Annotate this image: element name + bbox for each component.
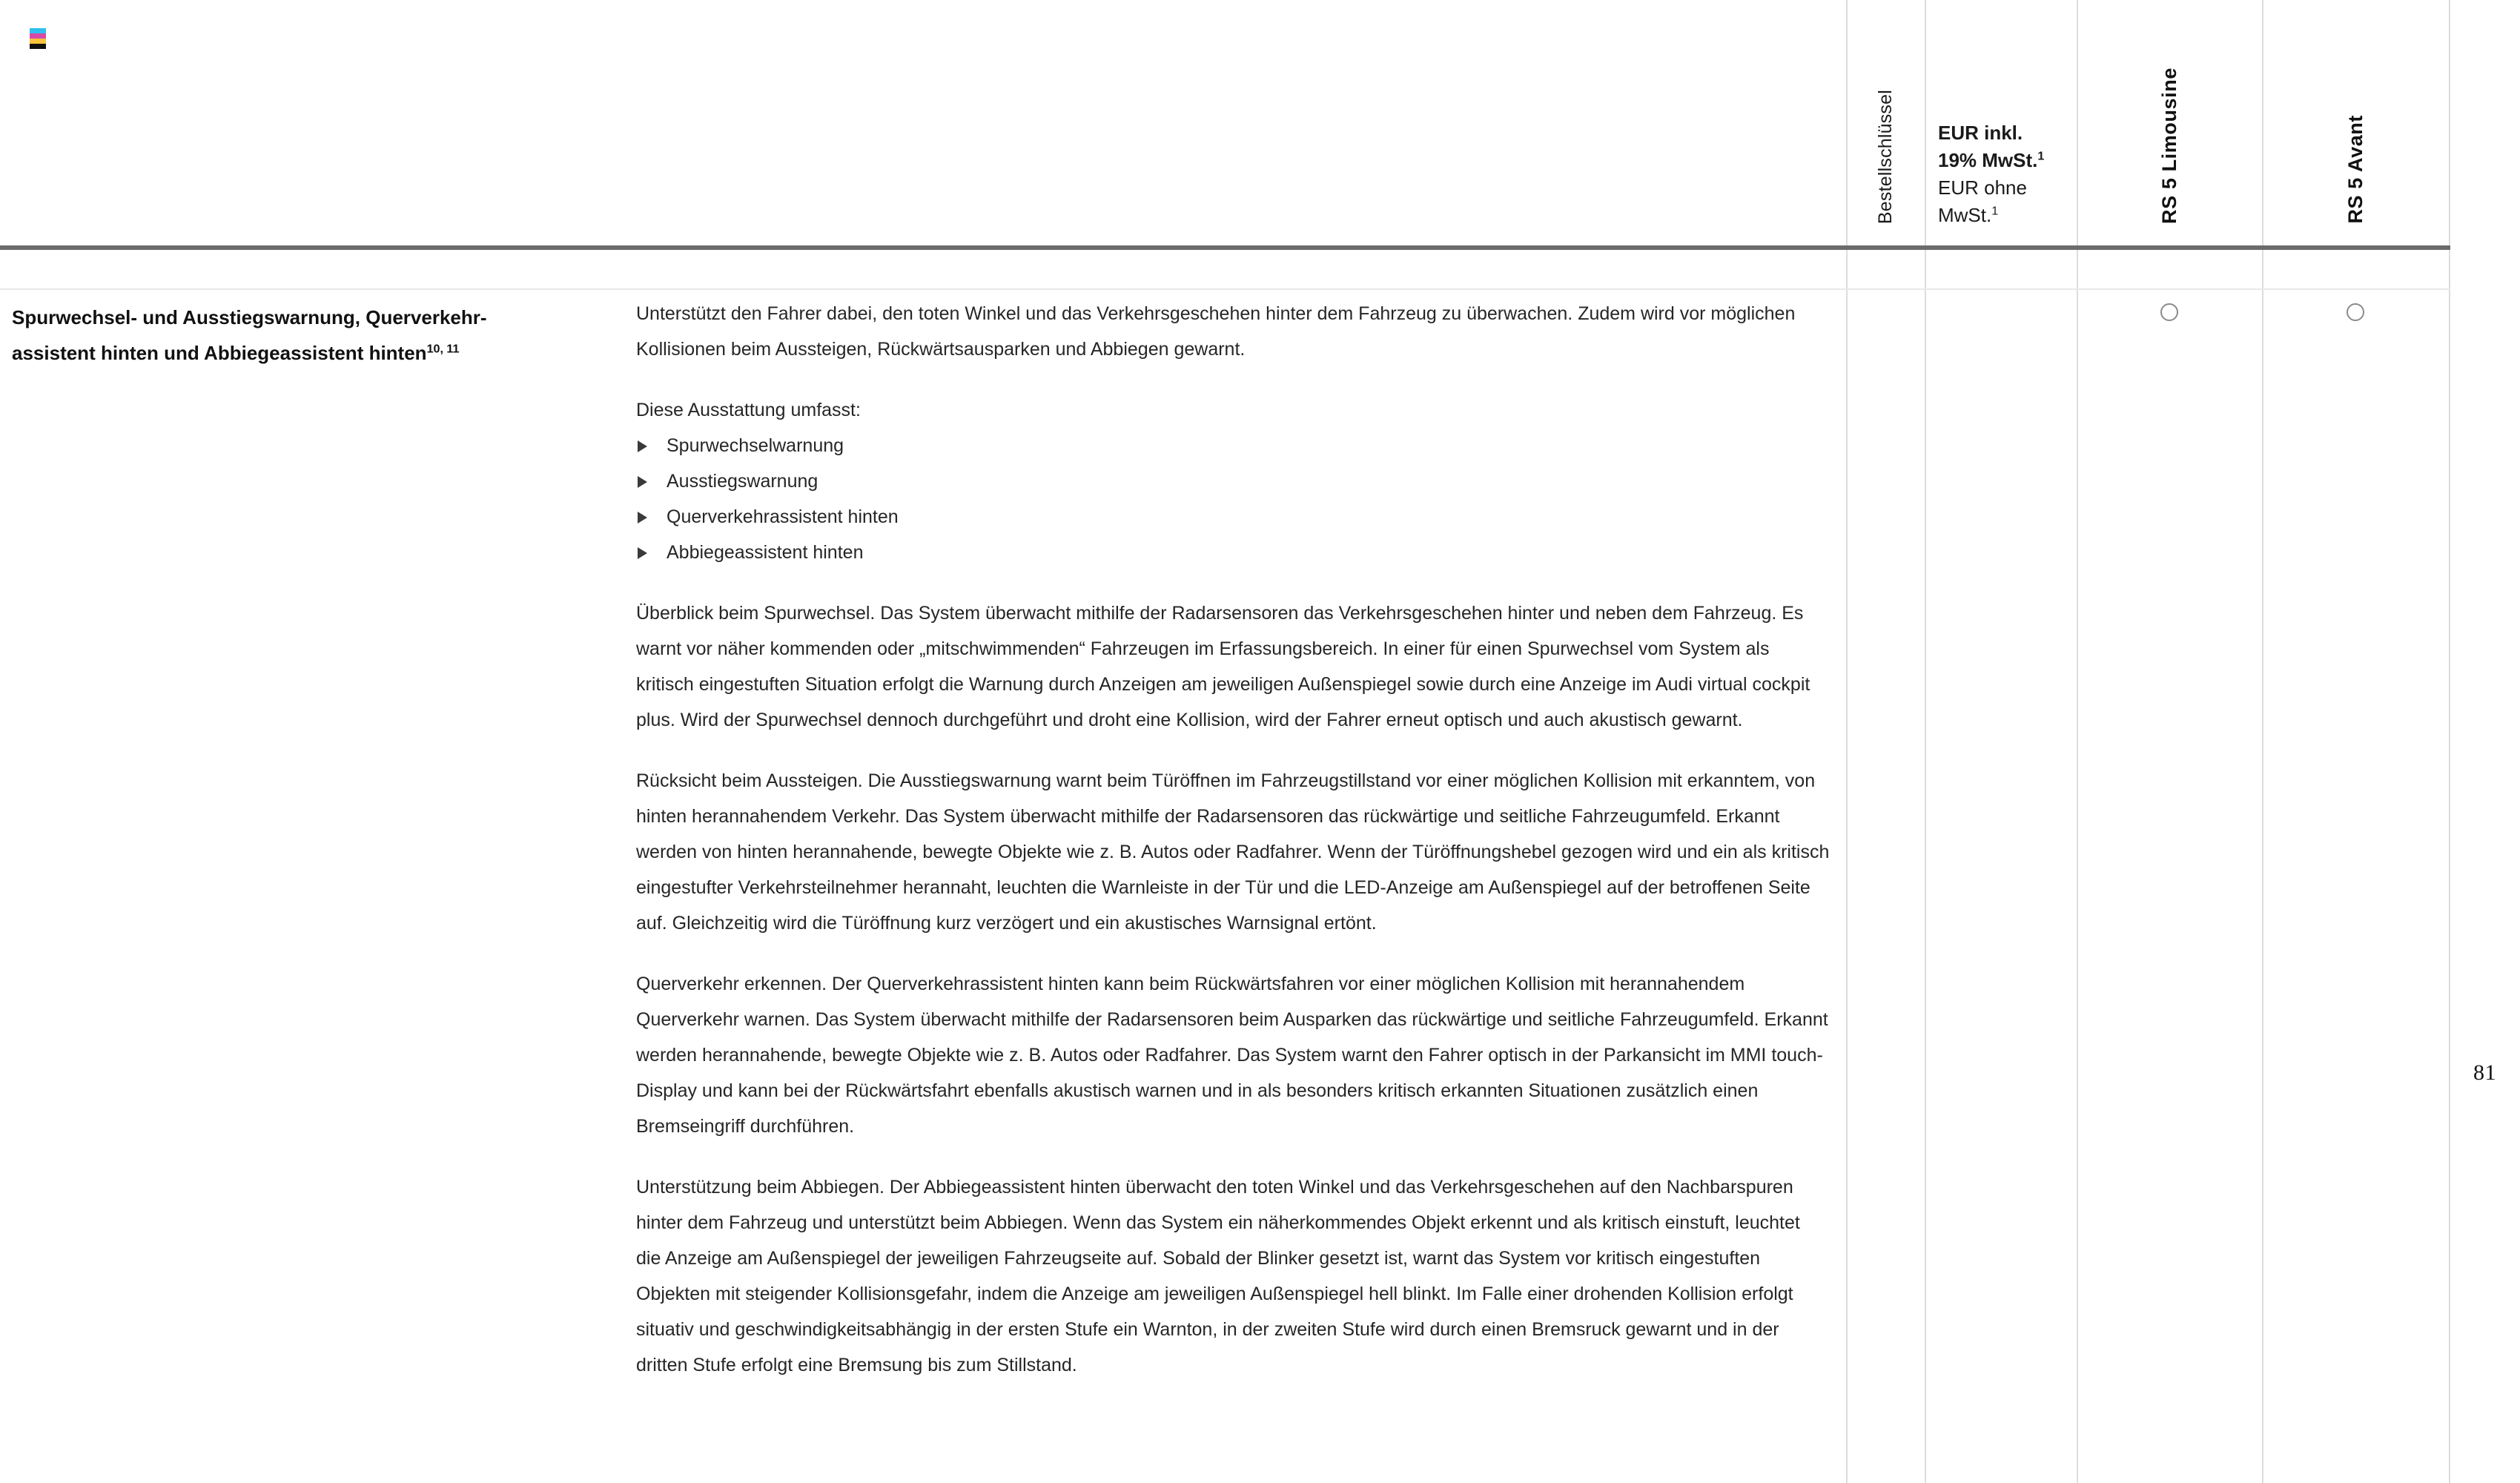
- description-intro: Unterstützt den Fahrer dabei, den toten Winkel und das Verkehrsgeschehen hinter dem Fahrzeug zu überwachen. Zudem wird vor möglichen Kollisionen beim Aussteigen, Rückwärtsausparken und Abbiegen gewarnt.: [636, 303, 1796, 360]
- header-label-rs5-limousine: RS 5 Limousine: [2157, 67, 2180, 224]
- feature-description: [636, 296, 1830, 1408]
- description-paragraph-spurwechsel: Überblick beim Spurwechsel. Das System überwacht mithilfe der Radarsensoren das Verkehrsgeschehen hinter und neben dem Fahrzeug. Es warnt vor näher kommenden oder „mitschwimmenden“ Fahrzeugen im Erfassungsbereich. In einer für einen Spurwechsel vom System als kritisch eingestuften Situation erfolgt die Warnung durch Anzeigen am jeweiligen Außenspiegel sowie durch eine Anzeige im Audi virtual cockpit plus. Wird der Spurwechsel dennoch durchgeführt und droht eine Kollision, wird der Fahrer erneut optisch und auch akustisch gewarnt.: [636, 603, 1810, 730]
- column-divider-table-right: [2449, 0, 2450, 1483]
- list-item-label: Abbiegeassistent hinten: [667, 542, 864, 563]
- list-item-label: Ausstiegswarnung: [667, 471, 818, 492]
- feature-title-line2: assistent hinten und Abbiegeassistent hinten: [12, 342, 427, 364]
- description-paragraph-aussteigen: Rücksicht beim Aussteigen. Die Ausstiegswarnung warnt beim Türöffnen im Fahrzeugstillstand vor einer möglichen Kollision mit erkanntem, von hinten herannahendem Verkehr. Das System überwacht mithilfe der Radarsensoren das rückwärtige und seitliche Fahrzeugumfeld. Erkannt werden von hinten herannahende, bewegte Objekte wie z. B. Autos oder Radfahrer. Wenn der Türöffnungshebel gezogen wird und ein als kritisch eingestufter Verkehrsteilnehmer herannaht, leuchten die Warnleiste in der Tür und die LED-Anzeige am Außenspiegel auf der betroffenen Seite auf. Gleichzeitig wird die Türöffnung kurz verzögert und ein akustisches Warnsignal ertönt.: [636, 770, 1830, 934]
- header-separator-rule: [0, 245, 2450, 250]
- list-item: [636, 499, 1830, 535]
- availability-cell-rs5-avant: [2262, 290, 2449, 334]
- list-item: [636, 535, 1830, 570]
- description-paragraph-abbiegen: Unterstützung beim Abbiegen. Der Abbiegeassistent hinten überwacht den toten Winkel und das Verkehrsgeschehen auf den Nachbarspuren hinter dem Fahrzeug und unterstützt beim Abbiegen. Wenn das System ein näherkommendes Objekt erkennt und als kritisch einstuft, leuchtet die Anzeige am Außenspiegel der jeweiligen Fahrzeugseite auf. Sobald der Blinker gesetzt ist, warnt das System vor kritisch eingestuften Objekten mit steigender Kollisionsgefahr, indem die Anzeige am jeweiligen Außenspiegel hell blinkt. Im Falle einer drohenden Kollision erfolgt situativ und geschwindigkeitsabhängig in der ersten Stufe ein Warnton, in der zweiten Stufe wird durch einen Bremsruck gewarnt und in der dritten Stufe erfolgt eine Bremsung bis zum Stillstand.: [636, 1177, 1800, 1375]
- list-item: [636, 428, 1830, 463]
- header-footnote-eur-incl: 1: [2037, 149, 2045, 163]
- included-features-list: [636, 428, 1830, 570]
- page-number: 81: [2473, 1060, 2496, 1085]
- triangle-bullet-icon: [638, 547, 647, 559]
- table-header-bestellschluessel: [1846, 0, 1925, 245]
- table-header-rs5-limousine: [2077, 0, 2262, 245]
- header-label-eur-incl-line2: [1938, 147, 2077, 174]
- feature-title-line1: Spurwechsel- und Ausstiegswarnung, Querverkehr-: [12, 306, 487, 328]
- list-item-label: Spurwechselwarnung: [667, 435, 844, 456]
- header-label-eur-excl-line2: [1938, 202, 2077, 229]
- option-circle-icon: [2347, 303, 2364, 321]
- description-paragraph-querverkehr: Querverkehr erkennen. Der Querverkehrassistent hinten kann beim Rückwärtsfahren vor einer möglichen Kollision mit herannahendem Querverkehr warnen. Das System überwacht mithilfe der Radarsensoren beim Ausparken das rückwärtige und seitliche Fahrzeugumfeld. Erkannt werden herannahende, bewegte Objekte wie z. B. Autos oder Radfahrer. Das System warnt den Fahrer optisch in der Parkansicht im MMI touch-Display und kann bei der Rückwärtsfahrt ebenfalls akustisch warnen und in als besonders kritisch erkannten Situationen zusätzlich einen Bremseingriff durchführen.: [636, 974, 1828, 1137]
- header-label-eur-excl-line1: EUR ohne: [1938, 176, 2027, 199]
- description-list-heading: Diese Ausstattung umfasst:: [636, 400, 861, 420]
- header-footnote-eur-excl: 1: [1991, 204, 1999, 218]
- option-circle-icon: [2160, 303, 2178, 321]
- header-label-eur-incl-text: 19% MwSt.: [1938, 149, 2038, 171]
- list-item: [636, 463, 1830, 499]
- header-label-eur-excl-text: MwSt.: [1938, 204, 1992, 226]
- availability-cell-rs5-limousine: [2077, 290, 2262, 334]
- header-label-rs5-avant: RS 5 Avant: [2344, 115, 2367, 224]
- triangle-bullet-icon: [638, 512, 647, 523]
- list-item-label: Querverkehrassistent hinten: [667, 506, 899, 527]
- header-label-bestellschluessel: Bestellschlüssel: [1874, 89, 1896, 224]
- feature-title-footnotes: 10, 11: [426, 342, 460, 356]
- feature-title: [12, 300, 605, 371]
- table-header-rs5-avant: [2262, 0, 2449, 245]
- triangle-bullet-icon: [638, 440, 647, 452]
- header-label-eur-incl-line1: EUR inkl.: [1938, 122, 2023, 144]
- table-header-price: [1925, 0, 2077, 245]
- triangle-bullet-icon: [638, 476, 647, 488]
